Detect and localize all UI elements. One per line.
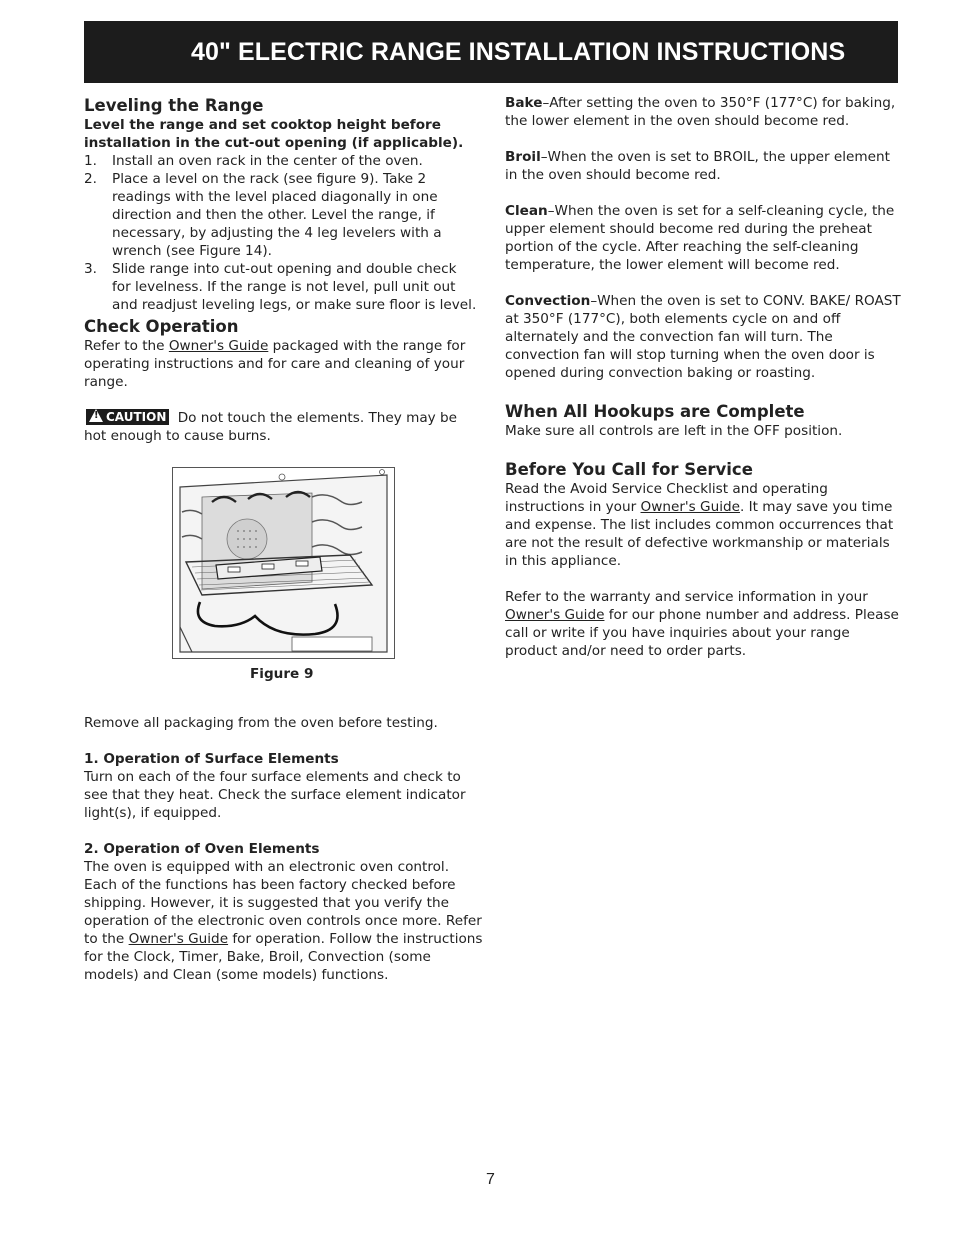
check-operation-text: Refer to the Owner's Guide packaged with the range for operating instructions and for care and cleaning of your range. [84, 338, 466, 390]
leveling-step: 1. Install an oven rack in the center of the oven. [84, 153, 423, 169]
caution-badge: ! CAUTION [86, 409, 169, 425]
owners-guide-link[interactable]: Owner's Guide [640, 499, 740, 515]
leveling-step: 2. Place a level on the rack (see figure 9). Take 2 readings with the level placed diagonally in one direction and then the other. Level the range, if necessary, by adjusting the 4 leg levelers with a wrench (see Figure 14). [84, 171, 442, 259]
owners-guide-link[interactable]: Owner's Guide [128, 931, 229, 947]
service-text-2: Refer to the warranty and service information in your Owner's Guide for our phone number and address. Please call or write if you have inquiries about your range product and/or need to order parts. [505, 589, 899, 659]
remove-packaging-text: Remove all packaging from the oven before testing. [84, 715, 438, 731]
leveling-intro: Level the range and set cooktop height before installation in the cut-out opening (if applicable). [84, 117, 464, 151]
owners-guide-link[interactable]: Owner's Guide [505, 607, 605, 623]
mode-bake: Bake–After setting the oven to 350°F (177°C) for baking, the lower element in the oven should become red. [505, 95, 896, 129]
page-number: 7 [486, 1171, 495, 1188]
surface-elements-text: Turn on each of the four surface elements and check to see that they heat. Check the surface element indicator light(s), if equipped. [84, 769, 466, 821]
page-title: 40" ELECTRIC RANGE INSTALLATION INSTRUCTIONS [191, 38, 846, 66]
service-heading: Before You Call for Service [505, 460, 753, 479]
page-title-banner [84, 21, 898, 83]
owners-guide-link[interactable]: Owner's Guide [168, 338, 269, 354]
service-text-1: Read the Avoid Service Checklist and operating instructions in your Owner's Guide. It may save you time and expense. The list includes common occurrences that are not the result of defective workmanship or materials in this appliance. [505, 481, 894, 569]
mode-convection: Convection–When the oven is set to CONV. BAKE/ ROAST at 350°F (177°C), both elements cycle on and off alternately and the convection fan will turn. The convection fan will stop turning when the oven door is opened during convection baking or roasting. [505, 293, 901, 381]
oven-elements-heading: 2. Operation of Oven Elements [84, 841, 320, 857]
leveling-step: 3. Slide range into cut-out opening and double check for levelness. If the range is not level, pull unit out and readjust leveling legs, or make sure floor is level. [84, 261, 477, 313]
surface-elements-heading: 1. Operation of Surface Elements [84, 751, 339, 767]
left-column-lower [84, 714, 484, 984]
left-column [84, 95, 478, 445]
leveling-heading: Leveling the Range [84, 96, 264, 115]
oven-rack-level-illustration [172, 467, 395, 659]
figure-caption: Figure 9 [250, 666, 314, 682]
hookups-text: Make sure all controls are left in the OFF position. [505, 423, 843, 439]
caution-note: ! CAUTION Do not touch the elements. They may be hot enough to cause burns. [84, 410, 458, 444]
warning-icon: ! [89, 409, 103, 422]
mode-clean: Clean–When the oven is set for a self-cleaning cycle, the upper element should become red during the preheat portion of the cycle. After reaching the self-cleaning temperature, the lower element will become red. [505, 203, 895, 273]
hookups-heading: When All Hookups are Complete [505, 402, 805, 421]
mode-broil: Broil–When the oven is set to BROIL, the upper element in the oven should become red. [505, 149, 890, 183]
oven-elements-text: The oven is equipped with an electronic oven control. Each of the functions has been factory checked before shipping. However, it is suggested that you verify the operation of the electronic oven controls once more. Refer to the Owner's Guide for operation. Follow the instructions for the Clock, Timer, Bake, Broil, Convection (some models) and Clean (some models) functions. [84, 859, 483, 983]
right-column [505, 94, 901, 660]
check-operation-heading: Check Operation [84, 317, 239, 336]
leveling-steps [84, 152, 478, 314]
